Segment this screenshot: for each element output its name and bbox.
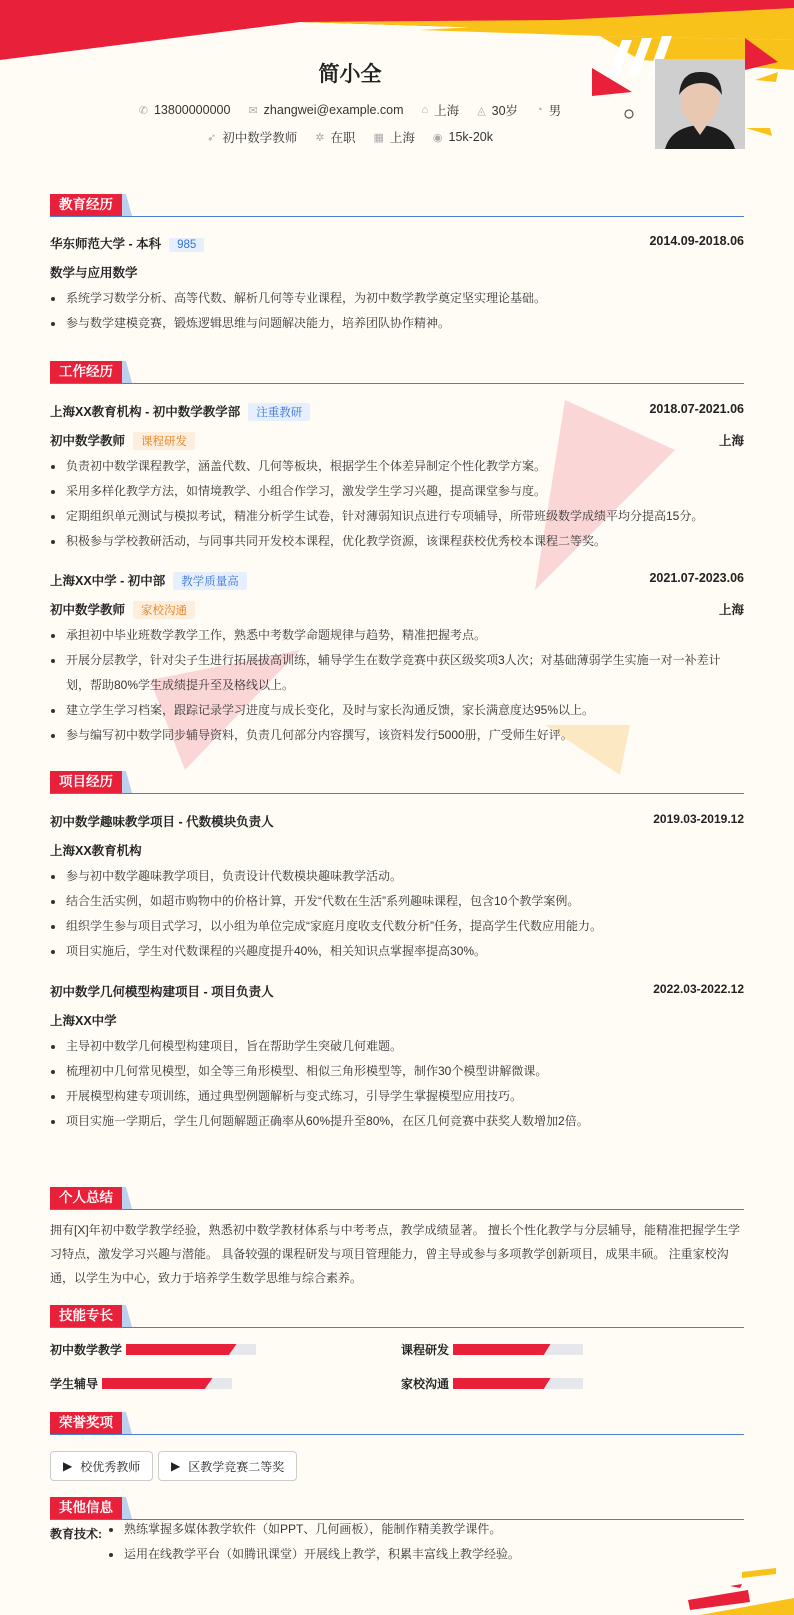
- major: 数学与应用数学: [50, 266, 138, 280]
- list-item: 梳理初中几何常见模型，如全等三角形模型、相似三角形模型等，制作30个模型讲解微课。: [50, 1059, 744, 1084]
- list-item: 结合生活实例，如超市购物中的价格计算，开发“代数在生活”系列趣味课程，包含10个教学案例。: [50, 889, 744, 914]
- school-name: 华东师范大学 - 本科: [50, 237, 162, 251]
- list-item: 建立学生学习档案，跟踪记录学习进度与成长变化，及时与家长沟通反馈，家长满意度达95%以上。: [50, 698, 744, 723]
- contact-item: [248, 101, 403, 119]
- education-date: 2014.09-2018.06: [649, 234, 744, 248]
- list-item: 主导初中数学几何模型构建项目，旨在帮助学生突破几何难题。: [50, 1034, 744, 1059]
- job-bullets: [50, 623, 744, 748]
- contact-text: 上海: [389, 131, 415, 145]
- job-bullets: [50, 454, 744, 554]
- award-label: 校优秀教师: [80, 1459, 141, 1474]
- job-role: 初中数学教师: [50, 434, 126, 448]
- project-org: 上海XX教育机构: [50, 844, 142, 858]
- school-badge: 985: [169, 238, 204, 252]
- other-title: 其他信息: [50, 1497, 122, 1519]
- status-icon: ✲: [315, 131, 325, 144]
- list-item: 运用在线教学平台（如腾讯课堂）开展线上教学，积累丰富线上教学经验。: [108, 1542, 728, 1567]
- contact-item: [139, 101, 231, 119]
- award-chip: [50, 1451, 153, 1481]
- list-item: 积极参与学校教研活动，与同事共同开发校本课程，优化教学资源，该课程获校优秀校本课程二等奖。: [50, 529, 744, 554]
- skills-title: 技能专长: [50, 1305, 122, 1327]
- list-item: 项目实施一学期后，学生几何题解题正确率从60%提升至80%，在区几何竞赛中获奖人数增加2倍。: [50, 1109, 744, 1134]
- contact-item: [315, 128, 355, 146]
- play-icon: ▶: [171, 1459, 181, 1473]
- contact-item: [477, 101, 518, 119]
- work-section: [50, 361, 744, 742]
- skill-item: [50, 1341, 256, 1358]
- other-label: 教育技术:: [50, 1527, 102, 1541]
- list-item: 采用多样化教学方法，如情境教学、小组合作学习，激发学生学习兴趣，提高课堂参与度。: [50, 479, 744, 504]
- job-city: 上海: [718, 434, 744, 448]
- summary-section: [50, 1187, 744, 1290]
- project-bullets: [50, 864, 744, 964]
- contact-text: zhangwei@example.com: [263, 103, 404, 117]
- skill-bar-fill: [102, 1378, 213, 1389]
- project-org: 上海XX中学: [50, 1014, 117, 1028]
- skill-bar: [453, 1378, 583, 1389]
- list-item: 开展模型构建专项训练，通过典型例题解析与变式练习，引导学生掌握模型应用技巧。: [50, 1084, 744, 1109]
- contact-row-2: [0, 128, 700, 146]
- summary-text: 拥有[X]年初中数学教学经验，熟悉初中数学教材体系与中考考点，教学成绩显著。 擅长个性化教学与分层辅导，能精准把握学生学习特点，激发学习兴趣与潜能。 具备较强的课程研发与项目管理能力，曾主导或参与多项教学创新项目，成果丰硕。 注重家校沟通，以学生为中心，致力于培养学生数学思维与综合素养。: [50, 1223, 741, 1285]
- contact-item: [433, 128, 493, 146]
- list-item: 开展分层教学，针对尖子生进行拓展拔高训练，辅导学生在数学竞赛中获区级奖项3人次；对基础薄弱学生实施一对一补差计划，帮助80%学生成绩提升至及格线以上。: [50, 648, 744, 698]
- awards-title: 荣誉奖项: [50, 1412, 122, 1434]
- project-date: 2022.03-2022.12: [653, 982, 744, 996]
- contact-item: [422, 101, 460, 119]
- contact-item: [373, 128, 414, 146]
- other-bullets: [108, 1517, 728, 1567]
- projects-title: 项目经历: [50, 771, 122, 793]
- list-item: 系统学习数学分析、高等代数、解析几何等专业课程，为初中数学教学奠定坚实理论基础。: [50, 286, 744, 311]
- contact-text: 初中数学教师: [222, 131, 298, 145]
- contact-row-1: [0, 101, 700, 119]
- skill-bar: [126, 1344, 256, 1355]
- city-icon: ▦: [373, 131, 384, 144]
- skill-bar-fill: [453, 1344, 551, 1355]
- role-badge: 家校沟通: [133, 601, 195, 619]
- work-title: 工作经历: [50, 361, 122, 383]
- role-badge: 课程研发: [133, 432, 195, 450]
- list-item: 定期组织单元测试与模拟考试，精准分析学生试卷，针对薄弱知识点进行专项辅导，所带班级数学成绩平均分提高15分。: [50, 504, 744, 529]
- list-item: 熟练掌握多媒体教学软件（如PPT、几何画板），能制作精美教学课件。: [108, 1517, 728, 1542]
- list-item: 参与数学建模竞赛，锻炼逻辑思维与问题解决能力，培养团队协作精神。: [50, 311, 744, 336]
- job-role: 初中数学教师: [50, 603, 126, 617]
- project-date: 2019.03-2019.12: [653, 812, 744, 826]
- contact-item: [207, 128, 297, 146]
- projects-section: [50, 771, 744, 1128]
- job-date: 2018.07-2021.06: [649, 402, 744, 416]
- skill-item: [401, 1341, 583, 1358]
- company-name: 上海XX教育机构 - 初中数学教学部: [50, 405, 241, 419]
- company-name: 上海XX中学 - 初中部: [50, 574, 166, 588]
- education-section: [50, 194, 744, 330]
- salary-icon: ◉: [432, 131, 443, 144]
- age-icon: ◬: [477, 104, 486, 117]
- skill-item: [401, 1375, 583, 1392]
- skill-item: [50, 1375, 232, 1392]
- skill-bar-fill: [126, 1344, 237, 1355]
- contact-text: 在职: [330, 131, 356, 145]
- company-badge: 教学质量高: [173, 572, 247, 590]
- candidate-name: 简小全: [318, 63, 382, 86]
- position-icon: ➶: [207, 131, 217, 144]
- list-item: 负责初中数学课程教学，涵盖代数、几何等板块，根据学生个体差异制定个性化教学方案。: [50, 454, 744, 479]
- project-name: 初中数学趣味教学项目 - 代数模块负责人: [50, 815, 274, 829]
- skill-bar: [453, 1344, 583, 1355]
- job-city: 上海: [718, 603, 744, 617]
- skill-bar: [102, 1378, 232, 1389]
- job-date: 2021.07-2023.06: [649, 571, 744, 585]
- award-label: 区教学竞赛二等奖: [188, 1459, 285, 1474]
- awards-section: [50, 1412, 744, 1474]
- skill-name: 初中数学教学: [50, 1343, 123, 1357]
- list-item: 组织学生参与项目式学习，以小组为单位完成“家庭月度收支代数分析”任务，提高学生代数应用能力。: [50, 914, 744, 939]
- contact-text: 30岁: [491, 104, 519, 118]
- project-bullets: [50, 1034, 744, 1134]
- skills-section: [50, 1305, 744, 1391]
- home-icon: ⌂: [421, 104, 429, 116]
- contact-text: 男: [548, 104, 562, 118]
- skill-name: 学生辅导: [50, 1377, 99, 1391]
- summary-title: 个人总结: [50, 1187, 122, 1209]
- company-badge: 注重教研: [248, 403, 310, 421]
- award-chip: [158, 1451, 297, 1481]
- list-item: 参与初中数学趣味教学项目，负责设计代数模块趣味教学活动。: [50, 864, 744, 889]
- contact-item: [536, 101, 561, 119]
- play-icon: ▶: [63, 1459, 73, 1473]
- profile-photo: [655, 59, 745, 149]
- list-item: 承担初中毕业班数学教学工作，熟悉中考数学命题规律与趋势，精准把握考点。: [50, 623, 744, 648]
- skill-name: 家校沟通: [401, 1377, 450, 1391]
- contact-text: 13800000000: [153, 103, 231, 117]
- contact-text: 15k-20k: [448, 130, 493, 144]
- list-item: 参与编写初中数学同步辅导资料，负责几何部分内容撰写，该资料发行5000册，广受师生好评。: [50, 723, 744, 748]
- education-title: 教育经历: [50, 194, 122, 216]
- contact-text: 上海: [434, 104, 460, 118]
- skill-name: 课程研发: [401, 1343, 450, 1357]
- skill-bar-fill: [453, 1378, 551, 1389]
- list-item: 项目实施后，学生对代数课程的兴趣度提升40%，相关知识点掌握率提高30%。: [50, 939, 744, 964]
- gender-icon: ◔: [536, 104, 543, 116]
- education-bullets: [50, 286, 744, 336]
- mail-icon: ✉: [248, 104, 258, 117]
- footer-decoration: [0, 1560, 794, 1615]
- other-section: [50, 1497, 744, 1561]
- project-name: 初中数学几何模型构建项目 - 项目负责人: [50, 985, 274, 999]
- phone-icon: ✆: [138, 104, 148, 117]
